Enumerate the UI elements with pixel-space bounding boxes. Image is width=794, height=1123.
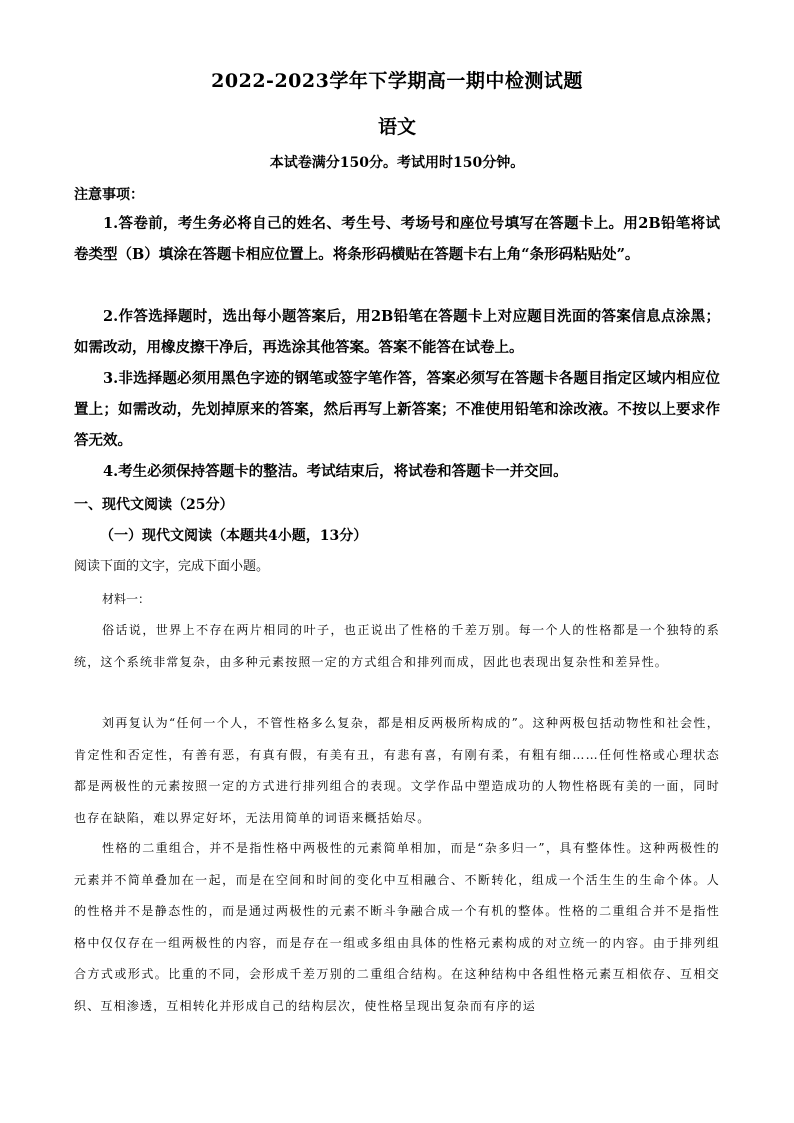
notice-item-4: 4.考生必须保持答题卡的整洁。考试结束后，将试卷和答题卡一并交回。 bbox=[103, 463, 568, 480]
material-paragraph-1: 俗话说，世界上不存在两片相同的叶子，也正说出了性格的千差万别。每一个人的性格都是一个独特的系统，这个系统非常复杂，由多种元素按照一定的方式组合和排列而成，因此也表现出复杂性和差异性。 bbox=[74, 623, 720, 669]
notice-item-1: 1.答卷前，考生务必将自己的姓名、考生号、考场号和座位号填写在答题卡上。用2B铅笔将试卷类型（B）填涂在答题卡相应位置上。将条形码横贴在答题卡右上角“条形码粘贴处”。 bbox=[74, 215, 720, 263]
material-label: 材料一： bbox=[102, 592, 151, 606]
reading-instruction: 阅读下面的文字，完成下面小题。 bbox=[74, 559, 270, 574]
section-heading: 一、现代文阅读（25分） bbox=[74, 497, 234, 513]
subsection-heading: （一）现代文阅读（本题共4小题，13分） bbox=[100, 528, 368, 544]
notice-item-3: 3.非选择题必须用黑色字迹的钢笔或签字笔作答，答案必须写在答题卡各题目指定区域内相应位置上；如需改动，先划掉原来的答案，然后再写上新答案；不准使用铅笔和涂改液。不按以上要求作答无效。 bbox=[74, 370, 720, 449]
exam-title: 2022-2023学年下学期高一期中检测试题 bbox=[211, 70, 583, 92]
material-paragraph-2: 刘再复认为“任何一个人，不管性格多么复杂，都是相反两极所构成的”。这种两极包括动物性和社会性，肯定性和否定性，有善有恶，有真有假，有美有丑，有悲有喜，有刚有柔，有粗有细……任何性格或心理状态都是两极性的元素按照一定的方式进行排列组合的表现。文学作品中塑造成功的人物性格既有美的一面，同时也存在缺陷，难以界定好坏，无法用简单的词语来概括始尽。 bbox=[74, 716, 720, 825]
subject-title: 语文 bbox=[377, 116, 416, 138]
material-paragraph-3: 性格的二重组合，并不是指性格中两极性的元素简单相加，而是“杂多归一”，具有整体性。这种两极性的元素并不简单叠加在一起，而是在空间和时间的变化中互相融合、不断转化，组成一个活生生的生命个体。人的性格并不是静态性的，而是通过两极性的元素不断斗争融合成一个有机的整体。性格的二重组合并不是指性格中仅仅存在一组两极性的内容，而是存在一组或多组由具体的性格元素构成的对立统一的内容。由于排列组合方式或形式。比重的不同，会形成千差万别的二重组合结构。在这种结构中各组性格元素互相依存、互相交织、互相渗透，互相转化并形成自己的结构层次，使性格呈现出复杂而有序的运 bbox=[74, 841, 720, 1013]
exam-meta: 本试卷满分150分。考试用时150分钟。 bbox=[269, 155, 525, 171]
notice-heading: 注意事项： bbox=[74, 187, 144, 203]
notice-item-2: 2.作答选择题时，选出每小题答案后，用2B铅笔在答题卡上对应题目洗面的答案信息点涂黑；如需改动，用橡皮擦干净后，再选涂其他答案。答案不能答在试卷上。 bbox=[74, 308, 720, 356]
